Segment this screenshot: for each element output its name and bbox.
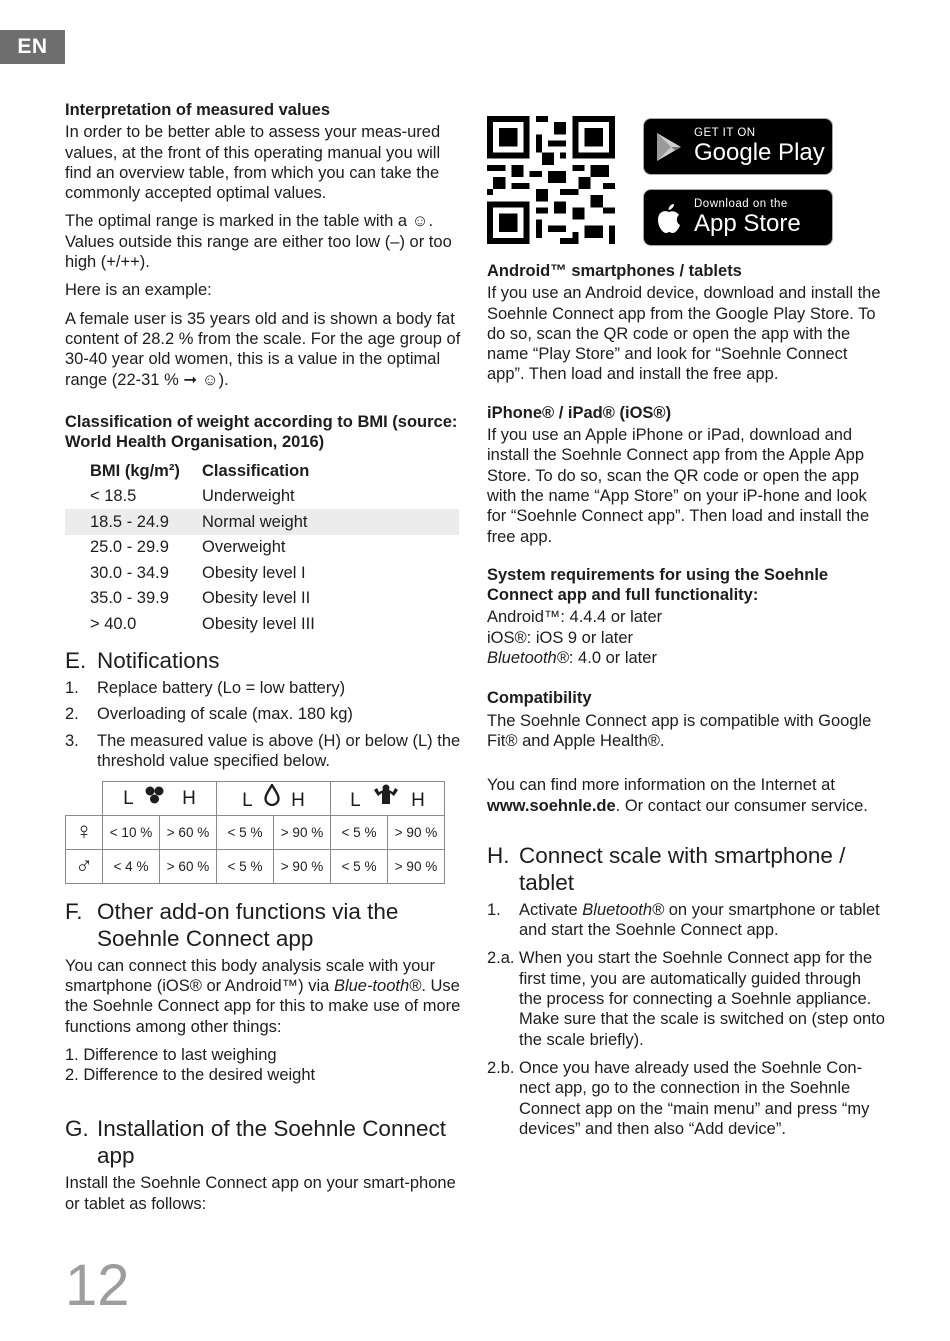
low-label: L [123,788,133,810]
app-store-small-label: Download on the [694,198,788,210]
language-tab: EN [0,30,65,64]
item-text: Once you have already used the Soehnle Con-nect app, go to the connection in the Soehnle Connect app on the “main menu” and press “my devices” and then also “Add device”. [519,1058,870,1138]
item-number: 3. [65,731,79,750]
android-paragraph: If you use an Android device, download and install the Soehnle Connect app from the Google Play Store. To do so, scan the QR code or open the app with the name “Play Store” and look for “Soehnle Connect app”. Then load and install the free app. [487,284,881,384]
bluetooth-term: Bluetooth® [487,649,569,668]
item-text: Replace battery (Lo = low battery) [97,678,346,697]
section-f-paragraph [65,956,463,1037]
bmi-heading: Classification of weight according to BMI (source: World Health Organisation, 2016) [65,412,458,452]
high-label: H [291,790,305,812]
google-play-small-label: GET IT ON [694,127,756,139]
requirement-bluetooth [487,648,885,668]
section-title: Notifications [97,647,220,673]
body-fat-icon [144,786,172,804]
text-run: You can find more information on the Internet at [487,776,835,795]
section-number: F. [65,898,83,924]
app-store-label: App Store [694,210,801,237]
requirement-android: Android™: 4.4.4 or later [487,608,663,627]
female-icon: ♀ [66,815,103,849]
low-label: L [242,790,252,812]
bmi-cell: > 40.0 [90,614,137,633]
body-water-header [217,782,331,816]
table-row-female [66,815,445,849]
list-item: 2. Difference to the desired weight [65,1066,316,1085]
apple-icon [655,202,683,234]
android-heading: Android™ smartphones / tablets [487,262,742,280]
threshold-cell: > 90 % [388,815,445,849]
list-item [487,1058,885,1139]
ios-paragraph: If you use an Apple iPhone or iPad, download and install the Soehnle Connect app from the Apple App Store. To do so, scan the QR code or open the app with the name “App Store” on your iP-hone and look for “Soehnle Connect app”. Then load and install the free app. [487,426,870,546]
bmi-cell: < 18.5 [90,487,137,506]
classification-cell: Obesity level I [202,563,306,582]
table-row [65,560,459,586]
item-text: Overloading of scale (max. 180 kg) [97,705,353,724]
threshold-cell: < 5 % [331,849,388,883]
table-row [65,484,459,510]
section-g-paragraph: Install the Soehnle Connect app on your smart-phone or tablet as follows: [65,1174,456,1213]
text-run: . Use the Soehnle Connect app for this to make use of more functions among other things: [65,976,461,1036]
classification-cell: Normal weight [202,512,308,531]
item-text: Activate Bluetooth® on your smartphone or tablet and start the Soehnle Connect app. [519,900,880,940]
threshold-cell: > 60 % [160,849,217,883]
section-e-heading [65,647,463,674]
high-label: H [411,790,425,812]
classification-cell: Obesity level III [202,614,315,633]
section-number: H. [487,842,510,868]
text-run: . Or contact our consumer service. [615,796,868,815]
google-play-icon [654,131,684,163]
classification-cell: Overweight [202,538,286,557]
google-play-badge[interactable] [643,118,833,175]
item-number: 1. [487,900,501,919]
qr-code-icon[interactable] [487,116,615,244]
high-label: H [182,788,196,810]
compatibility-heading: Compatibility [487,689,592,708]
app-store-badge[interactable] [643,189,833,246]
interpretation-paragraph: In order to be better able to assess your meas-ured values, at the front of this operating manual you will find an overview table, from which you can take the commonly accepted optimal values. [65,123,441,203]
ios-heading: iPhone® / iPad® (iOS®) [487,403,672,422]
website-link[interactable]: www.soehnle.de [487,796,616,815]
list-item [65,678,463,698]
example-paragraph: A female user is 35 years old and is shown a body fat content of 28.2 % from the scale. For the age group of 30-40 year old women, this is a value in the optimal range (22-31 % ➞ ☺). [65,309,461,389]
bmi-cell: 35.0 - 39.9 [90,589,169,608]
optimal-range-paragraph: The optimal range is marked in the table with a ☺. Values outside this range are either too low (–) or too high (+/++). [65,212,452,272]
interpretation-heading: Interpretation of measured values [65,101,330,119]
bmi-header-row [65,458,459,484]
section-title: Other add-on functions via the Soehnle Connect app [97,898,399,951]
table-row [65,535,459,561]
list-item [487,900,885,941]
bluetooth-term: Blue-tooth® [333,976,422,995]
classification-column-header: Classification [202,461,310,480]
threshold-cell: < 5 % [331,815,388,849]
bmi-column-header: BMI (kg/m²) [90,461,180,480]
store-badges [643,118,833,260]
list-item [65,704,463,724]
threshold-cell: < 10 % [103,815,160,849]
table-row [65,586,459,612]
threshold-cell: > 90 % [274,849,331,883]
muscle-icon [371,784,401,806]
section-number: G. [65,1116,89,1142]
compatibility-paragraph: The Soehnle Connect app is compatible with Google Fit® and Apple Health®. [487,711,872,750]
connect-steps-list [487,900,885,1139]
table-row-highlighted [65,509,459,535]
notifications-list [65,678,463,771]
example-intro: Here is an example: [65,281,212,300]
body-fat-header [103,782,217,816]
threshold-cell: > 90 % [274,815,331,849]
section-title: Installation of the Soehnle Connect app [97,1116,446,1169]
right-column [487,108,885,1147]
threshold-cell: < 5 % [217,815,274,849]
text-run: : 4.0 or later [568,649,657,668]
list-item [65,731,463,772]
table-row-male [66,849,445,883]
threshold-cell: < 4 % [103,849,160,883]
bmi-cell: 25.0 - 29.9 [90,538,169,557]
threshold-table [65,781,445,884]
water-drop-icon [263,784,281,806]
section-f-heading [65,898,463,952]
requirement-ios: iOS®: iOS 9 or later [487,628,634,647]
page-number: 12 [65,1253,130,1318]
section-number: E. [65,647,87,673]
section-h-heading [487,842,885,896]
bmi-cell: 18.5 - 24.9 [90,512,169,531]
item-text: When you start the Soehnle Connect app for the first time, you are automatically guided through the process for connecting a Soehnle appliance. Make sure that the scale is switched on (step onto the scale briefly). [519,949,885,1049]
muscle-header [331,782,445,816]
bmi-cell: 30.0 - 34.9 [90,563,169,582]
threshold-cell: < 5 % [217,849,274,883]
text-run: You can connect this body analysis scale with your smartphone (iOS® or Android™) via [65,956,435,995]
item-number: 2.b. [487,1058,515,1077]
classification-cell: Obesity level II [202,589,311,608]
google-play-label: Google Play [694,139,825,166]
left-column [65,100,463,1222]
more-info-paragraph [487,775,885,816]
item-text: The measured value is above (H) or below (L) the threshold value specified below. [97,731,461,770]
list-item [487,948,885,1049]
threshold-cell: > 90 % [388,849,445,883]
section-title: Connect scale with smartphone / tablet [519,842,846,895]
bmi-table [65,458,459,637]
item-number: 1. [65,678,79,697]
threshold-cell: > 60 % [160,815,217,849]
section-g-heading [65,1115,463,1169]
system-requirements-heading: System requirements for using the Soehnle Connect app and full functionality: [487,565,829,605]
item-number: 2.a. [487,949,515,968]
male-icon: ♂ [66,849,103,883]
list-item: 1. Difference to last weighing [65,1045,277,1064]
table-row [65,611,459,637]
threshold-header-row [66,782,445,816]
item-number: 2. [65,705,79,724]
app-store-row [487,108,885,258]
classification-cell: Underweight [202,487,295,506]
low-label: L [350,790,360,812]
